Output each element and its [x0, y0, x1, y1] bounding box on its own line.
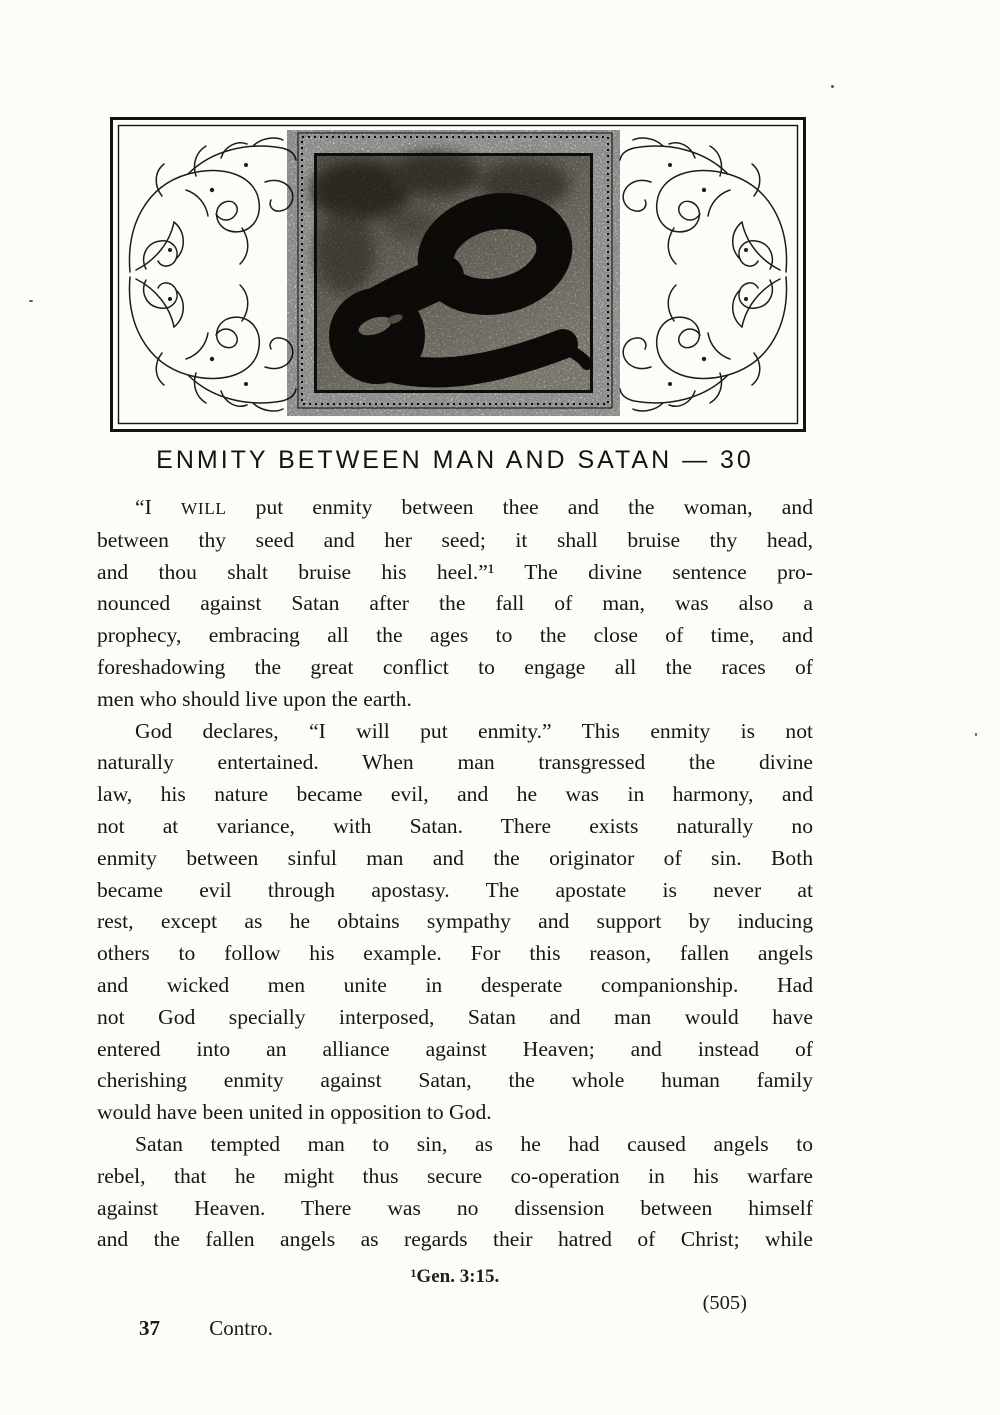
text-line: and thou shalt bruise his heel.”¹ The divine sentence pro-: [97, 559, 813, 584]
text-line: and wicked men unite in desperate companionship. Had: [97, 972, 813, 997]
text-line: became evil through apostasy. The apostate is never at: [97, 877, 813, 902]
paragraph: [97, 1129, 813, 1256]
signature-label: Contro.: [209, 1316, 273, 1340]
line-rest: put enmity between thee and the woman, and: [226, 495, 813, 519]
text-line: cherishing enmity against Satan, the whole human family: [97, 1068, 813, 1093]
text-line: entered into an alliance against Heaven; and instead of: [97, 1036, 813, 1061]
text-line: [97, 492, 813, 525]
header-ornament-engraving: [110, 117, 806, 432]
text-line: foreshadowing the great conflict to engage all the races of: [97, 654, 813, 679]
text-line: not God specially interposed, Satan and man would have: [97, 1004, 813, 1029]
paragraph: [97, 492, 813, 716]
signature-number: 37: [139, 1316, 160, 1340]
printers-signature: [139, 1316, 273, 1341]
text-line: men who should live upon the earth.: [97, 686, 412, 711]
text-line: law, his nature became evil, and he was in harmony, and: [97, 782, 813, 807]
text-line: rebel, that he might thus secure co-operation in his warfare: [97, 1163, 813, 1188]
text-line: prophecy, embracing all the ages to the close of time, and: [97, 623, 813, 648]
scan-speck: [29, 300, 33, 302]
scan-speck: [831, 85, 834, 88]
folio-number: (505): [702, 1292, 747, 1314]
scan-speck: [975, 733, 977, 736]
text-line: nounced against Satan after the fall of man, was also a: [97, 591, 813, 616]
paragraph: [97, 716, 813, 1129]
text-line: and the fallen angels as regards their hatred of Christ; while: [97, 1227, 813, 1252]
body-text: [97, 492, 813, 1256]
text-line: would have been united in opposition to God.: [97, 1100, 492, 1125]
quote-open: “I: [135, 495, 181, 519]
text-line: others to follow his example. For this reason, fallen angels: [97, 941, 813, 966]
header-ornament-panel: [110, 117, 806, 432]
text-line: against Heaven. There was no dissension between himself: [97, 1195, 813, 1220]
text-line: not at variance, with Satan. There exists naturally no: [97, 813, 813, 838]
text-line: naturally entertained. When man transgressed the divine: [97, 750, 813, 775]
text-line: between thy seed and her seed; it shall bruise thy head,: [97, 527, 813, 552]
text-line: God declares, “I will put enmity.” This enmity is not: [135, 718, 813, 743]
text-line: Satan tempted man to sin, as he had caused angels to: [135, 1131, 813, 1156]
lead-smallcaps: WILL: [180, 499, 227, 518]
text-line: rest, except as he obtains sympathy and support by inducing: [97, 909, 813, 934]
text-line: enmity between sinful man and the originator of sin. Both: [97, 845, 813, 870]
footnote: ¹Gen. 3:15.: [410, 1266, 500, 1287]
page-title: ENMITY BETWEEN MAN AND SATAN — 30: [156, 446, 754, 474]
serpent-photo: [311, 152, 592, 392]
